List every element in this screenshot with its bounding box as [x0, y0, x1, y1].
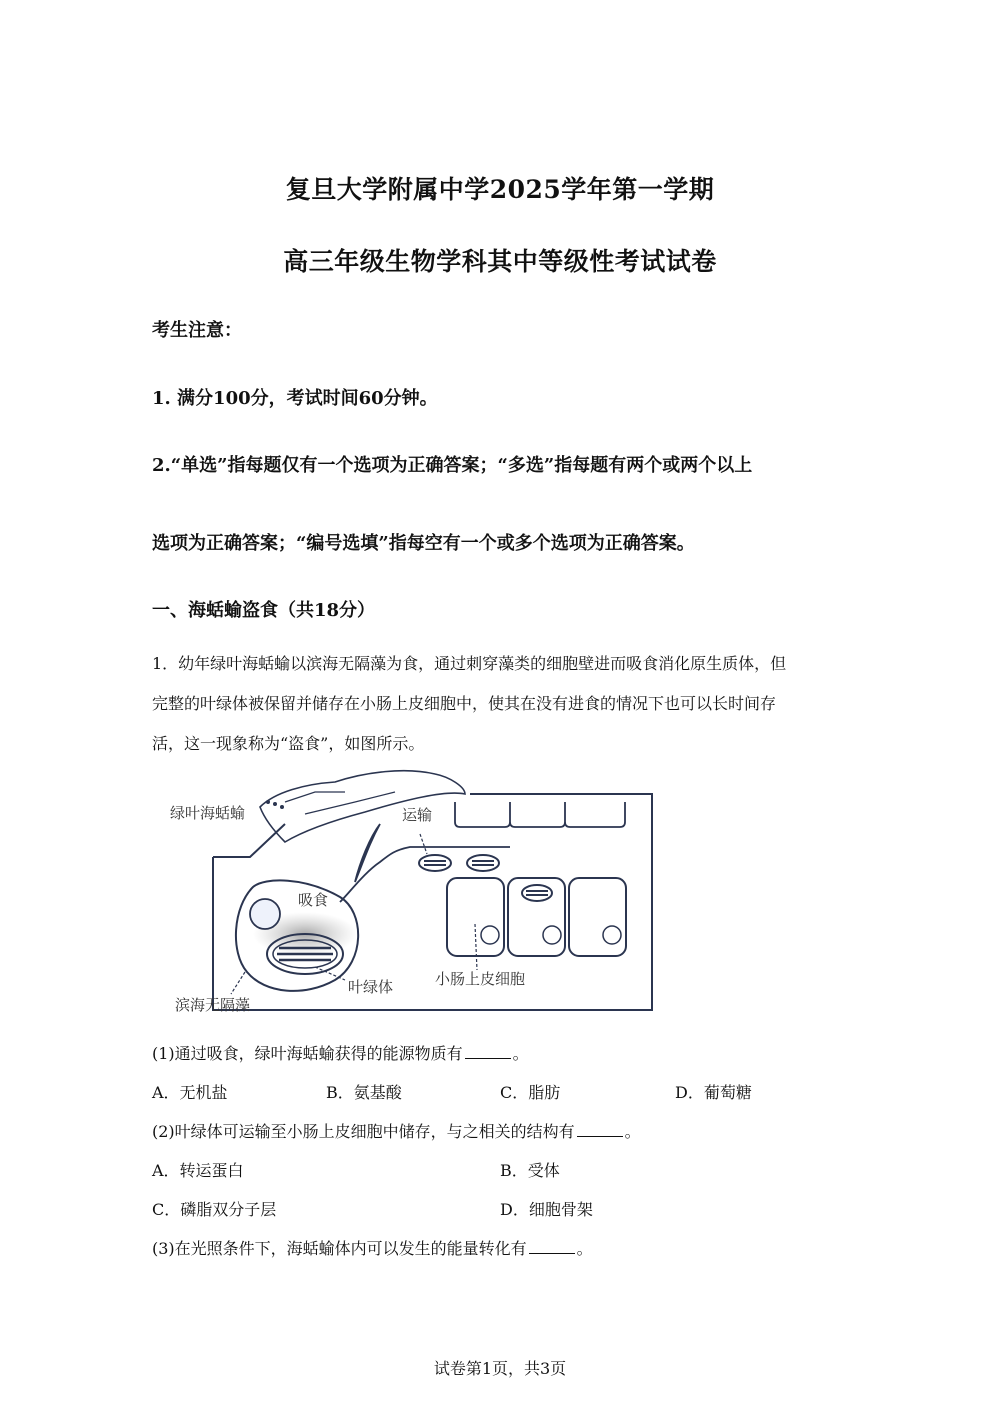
question-2	[152, 1119, 641, 1142]
q1-end: 。	[512, 1044, 529, 1063]
question-intro	[152, 644, 852, 764]
q2-option-c[interactable]: C．磷脂双分子层	[152, 1200, 277, 1219]
notice-heading: 考生注意：	[152, 320, 242, 341]
page-footer: 试卷第1页，共3页	[433, 1359, 567, 1378]
exam-title-line2: 高三年级生物学科其中等级性考试试卷	[283, 247, 717, 276]
q1-option-d[interactable]: D．葡萄糖	[675, 1083, 752, 1102]
intro-line: 1．幼年绿叶海蛞蝓以滨海无隔藻为食，通过刺穿藻类的细胞壁进而吸食消化原生质体，但	[152, 654, 787, 673]
q3-end: 。	[576, 1239, 593, 1258]
lumen-segments	[455, 802, 625, 827]
q2-option-b[interactable]: B．受体	[500, 1161, 560, 1180]
intro-line: 活，这一现象称为“盗食”，如图所示。	[152, 734, 425, 753]
intro-line: 完整的叶绿体被保留并储存在小肠上皮细胞中，使其在没有进食的情况下也可以长时间存	[152, 694, 777, 713]
exam-title-line1: 复旦大学附属中学2025学年第一学期	[285, 175, 715, 204]
label-chloroplast: 叶绿体	[348, 978, 394, 996]
feeding-tube	[340, 824, 510, 902]
question-3	[152, 1236, 593, 1259]
epithelial-cell	[508, 878, 565, 956]
label-alga: 滨海无隔藻	[175, 996, 251, 1014]
q2-option-d[interactable]: D．细胞骨架	[500, 1200, 593, 1219]
label-epithelial: 小肠上皮细胞	[435, 970, 526, 988]
epithelial-cell	[569, 878, 626, 956]
notice-item-2-line2: 选项为正确答案；“编号选填”指每空有一个或多个选项为正确答案。	[152, 533, 695, 554]
notice-item-1: 1. 满分100分，考试时间60分钟。	[152, 388, 438, 409]
question-1	[152, 1041, 529, 1064]
sea-slug-shape	[260, 771, 465, 842]
q1-option-b[interactable]: B．氨基酸	[326, 1083, 402, 1102]
q1-stem: (1)通过吸食，绿叶海蛞蝓获得的能源物质有	[152, 1044, 463, 1063]
q2-option-a[interactable]: A．转运蛋白	[152, 1161, 244, 1180]
q1-option-a[interactable]: A．无机盐	[152, 1083, 228, 1102]
label-feeding: 吸食	[298, 891, 329, 909]
sea-slug-detail	[285, 792, 395, 814]
q3-stem: (3)在光照条件下，海蛞蝓体内可以发生的能量转化有	[152, 1239, 527, 1258]
notice-item-2-line1: 2.“单选”指每题仅有一个选项为正确答案；“多选”指每题有两个或两个以上	[152, 455, 753, 476]
section-heading: 一、海蛞蝓盗食（共18分）	[152, 600, 376, 621]
q1-option-c[interactable]: C．脂肪	[500, 1083, 561, 1102]
q2-end: 。	[624, 1122, 641, 1141]
label-transport: 运输	[402, 806, 433, 824]
q1-answer-blank[interactable]	[465, 1044, 511, 1059]
sea-slug-figure	[165, 762, 665, 1017]
q2-answer-blank[interactable]	[577, 1122, 623, 1137]
figure-svg	[165, 762, 665, 1017]
q3-answer-blank[interactable]	[529, 1239, 575, 1254]
label-slug: 绿叶海蛞蝓	[170, 804, 246, 822]
q2-stem: (2)叶绿体可运输至小肠上皮细胞中储存，与之相关的结构有	[152, 1122, 575, 1141]
